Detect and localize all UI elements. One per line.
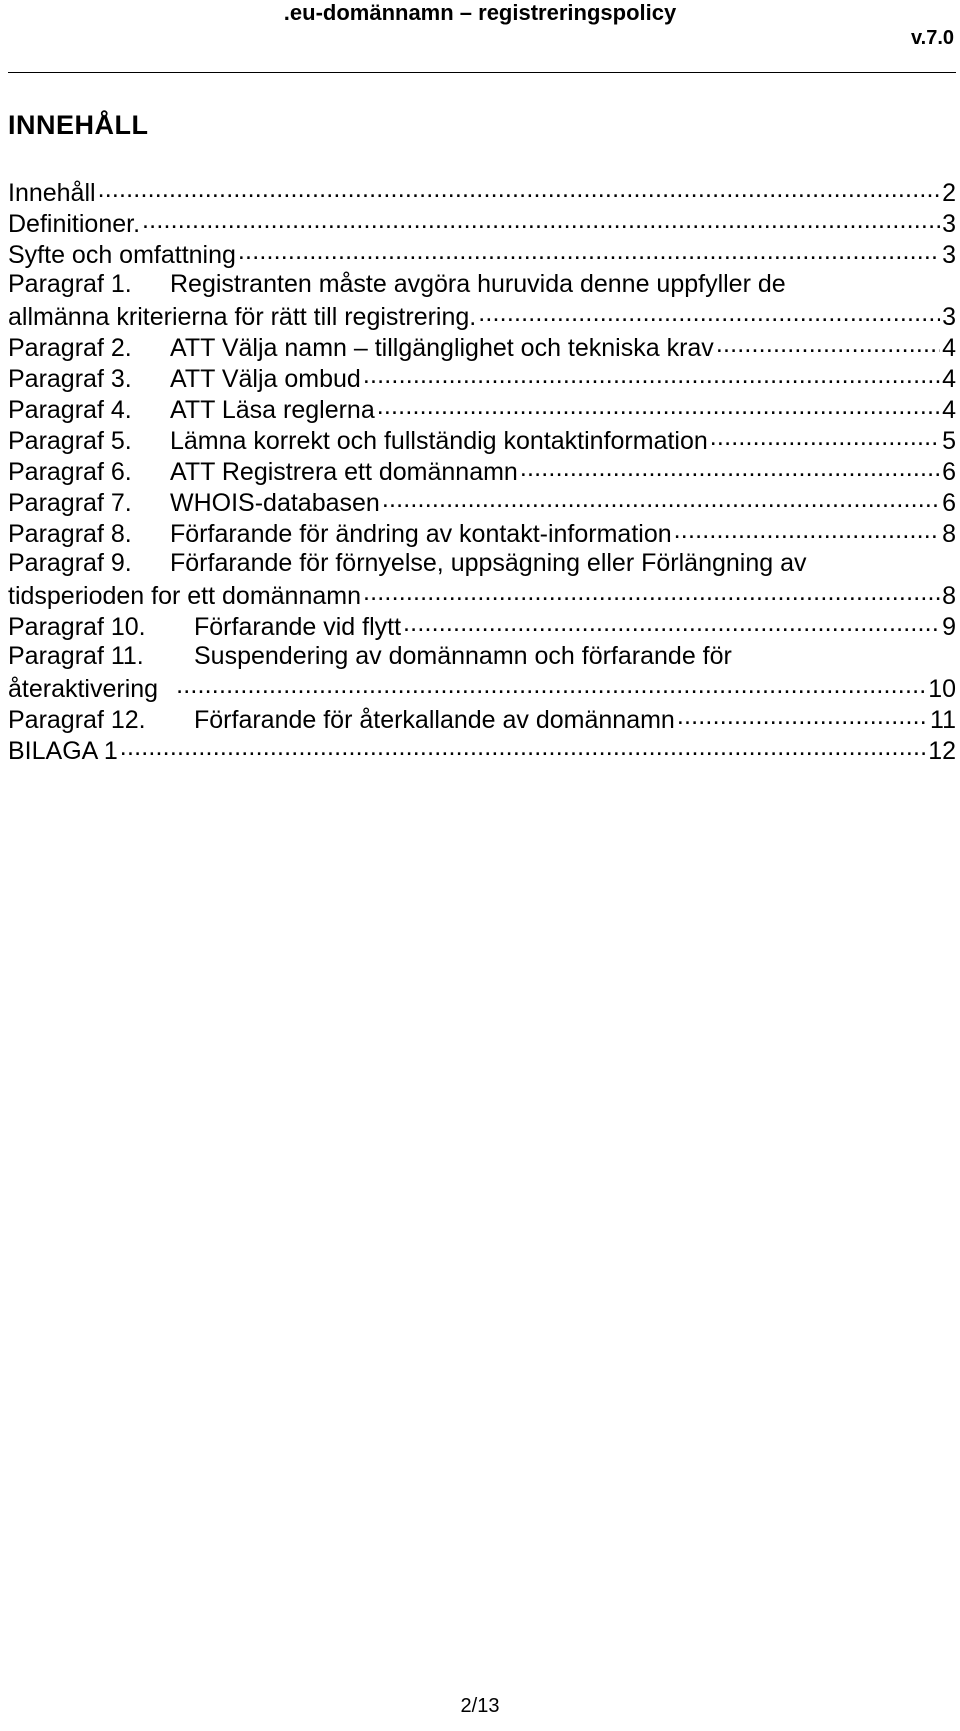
toc-entry-page: 10 — [928, 675, 956, 703]
toc-entry-number: Paragraf 11. — [8, 642, 144, 670]
toc-entry-label: återaktivering — [8, 675, 159, 703]
toc-entry-number: Paragraf 12. — [8, 706, 146, 734]
toc-entry-page: 3 — [942, 241, 956, 269]
toc-entry-label: ATT Registrera ett domännamn — [170, 458, 518, 486]
document-header-title: .eu-domännamn – registreringspolicy — [283, 0, 677, 25]
toc-entry[interactable] — [8, 455, 956, 486]
toc-entry-page: 4 — [942, 396, 956, 424]
toc-heading: INNEHÅLL — [8, 110, 149, 140]
toc-entry-page: 8 — [942, 582, 956, 610]
toc-entry-label: Förfarande för ändring av kontakt-information — [170, 520, 672, 548]
toc-entry-page: 3 — [942, 303, 956, 331]
toc-entry-page: 5 — [942, 427, 956, 455]
toc-entry[interactable] — [8, 579, 956, 610]
toc-entry-label: Syfte och omfattning — [8, 241, 236, 269]
toc-entry[interactable] — [8, 393, 956, 424]
toc-entry-number: Paragraf 2. — [8, 334, 132, 362]
toc-leader-dots — [363, 579, 940, 604]
toc-entry-number: Paragraf 8. — [8, 520, 132, 548]
toc-entry-label: Definitioner. — [8, 210, 141, 238]
toc-entry[interactable] — [8, 269, 956, 300]
toc-leader-dots — [674, 517, 940, 542]
toc-entry-number: Paragraf 4. — [8, 396, 132, 424]
toc-leader-dots — [142, 207, 940, 232]
toc-entry[interactable] — [8, 424, 956, 455]
toc-entry[interactable] — [8, 610, 956, 641]
toc-entry-label: Lämna korrekt och fullständig kontaktinformation — [170, 427, 708, 455]
toc-entry-page: 11 — [930, 706, 956, 734]
toc-entry-page: 6 — [942, 458, 956, 486]
toc-entry-page: 9 — [942, 613, 956, 641]
toc-leader-dots — [176, 672, 926, 697]
document-version: v.7.0 — [911, 27, 954, 49]
toc-entry-page: 6 — [942, 489, 956, 517]
toc-leader-dots — [478, 300, 940, 325]
toc-entry-page: 8 — [942, 520, 956, 548]
toc-entry[interactable] — [8, 362, 956, 393]
toc-entry[interactable] — [8, 517, 956, 548]
toc-entry-label: ATT Välja namn – tillgänglighet och tekniska krav — [170, 334, 714, 362]
toc-entry-text: Suspendering av domännamn och förfarande för — [194, 642, 732, 670]
toc-entry-label: ATT Välja ombud — [170, 365, 361, 393]
toc-entry-label: Innehåll — [8, 179, 96, 207]
toc-leader-dots — [403, 610, 940, 635]
toc-entry-text: Registranten måste avgöra huruvida denne uppfyller de — [170, 270, 786, 298]
toc-leader-dots — [716, 331, 940, 356]
toc-entry[interactable] — [8, 672, 956, 703]
toc-entry-number: Paragraf 9. — [8, 549, 132, 577]
toc-entry-text: Förfarande för förnyelse, uppsägning eller Förlängning av — [170, 549, 807, 577]
toc-entry[interactable] — [8, 641, 956, 672]
toc-entry-number: Paragraf 1. — [8, 270, 132, 298]
toc-entry-label: WHOIS-databasen — [170, 489, 380, 517]
toc-leader-dots — [520, 455, 940, 480]
toc-leader-dots — [710, 424, 940, 449]
toc-entry-label: Förfarande för återkallande av domännamn — [194, 706, 675, 734]
toc-entry[interactable] — [8, 703, 956, 734]
toc-entry-page: 4 — [942, 334, 956, 362]
toc-entry-number: Paragraf 6. — [8, 458, 132, 486]
header-divider — [8, 72, 956, 73]
toc-entry-number: Paragraf 5. — [8, 427, 132, 455]
toc-entry-number: Paragraf 3. — [8, 365, 132, 393]
toc-leader-dots — [120, 734, 926, 759]
toc-entry[interactable] — [8, 238, 956, 269]
toc-entry-label: BILAGA 1 — [8, 737, 118, 765]
toc-leader-dots — [238, 238, 940, 263]
toc-entry-label: Förfarande vid flytt — [194, 613, 402, 641]
toc-entry-page: 2 — [942, 179, 956, 207]
toc-entry-number: Paragraf 10. — [8, 613, 146, 641]
toc-entry-label: allmänna kriterierna för rätt till registrering. — [8, 303, 477, 331]
toc-entry[interactable] — [8, 300, 956, 331]
toc-leader-dots — [98, 176, 941, 201]
toc-entry[interactable] — [8, 331, 956, 362]
toc-entry[interactable] — [8, 734, 956, 765]
toc-entry-page: 3 — [942, 210, 956, 238]
toc-entry[interactable] — [8, 176, 956, 207]
toc-entry[interactable] — [8, 486, 956, 517]
toc-entry-label: tidsperioden for ett domännamn — [8, 582, 361, 610]
toc-entry-page: 12 — [928, 737, 956, 765]
toc-leader-dots — [677, 703, 928, 728]
page-number: 2/13 — [460, 1695, 500, 1717]
toc-leader-dots — [377, 393, 940, 418]
toc-leader-dots — [363, 362, 940, 387]
toc-entry-page: 4 — [942, 365, 956, 393]
table-of-contents — [8, 176, 956, 765]
toc-entry[interactable] — [8, 548, 956, 579]
toc-leader-dots — [382, 486, 940, 511]
toc-entry-number: Paragraf 7. — [8, 489, 132, 517]
toc-entry[interactable] — [8, 207, 956, 238]
toc-entry-label: ATT Läsa reglerna — [170, 396, 375, 424]
